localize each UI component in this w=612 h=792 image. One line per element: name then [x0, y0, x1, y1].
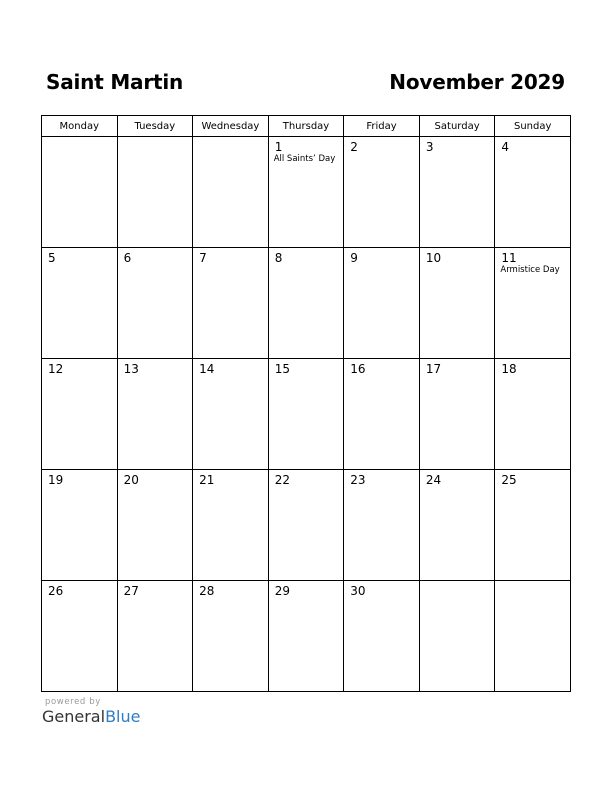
- day-cell: [344, 137, 420, 248]
- day-number: 15: [274, 362, 290, 376]
- day-cell: [117, 359, 193, 470]
- day-number: 26: [48, 584, 64, 598]
- day-number: 16: [350, 362, 366, 376]
- day-cell: [344, 581, 420, 692]
- day-cell: [117, 248, 193, 359]
- day-cell: [193, 581, 269, 692]
- day-cell: [344, 359, 420, 470]
- day-cell: [419, 248, 495, 359]
- day-number: 28: [199, 584, 215, 598]
- day-number: 19: [48, 473, 64, 487]
- day-number: 18: [501, 362, 517, 376]
- day-cell: [419, 581, 495, 692]
- week-row: [42, 359, 571, 470]
- day-cell: [42, 470, 118, 581]
- day-number: 29: [274, 584, 290, 598]
- weekday-header-tuesday: Tuesday: [117, 116, 193, 137]
- day-cell: [419, 137, 495, 248]
- powered-by-label: powered by: [45, 697, 101, 707]
- day-number: 13: [123, 362, 139, 376]
- weekday-header-sunday: Sunday: [495, 116, 571, 137]
- day-number: 23: [350, 473, 366, 487]
- week-row: [42, 137, 571, 248]
- day-cell: [495, 137, 571, 248]
- day-cell: [117, 137, 193, 248]
- day-cell: [268, 359, 344, 470]
- day-number: 25: [501, 473, 517, 487]
- week-row: [42, 470, 571, 581]
- weekday-header-row: [42, 116, 571, 137]
- day-cell: [193, 248, 269, 359]
- day-number: 27: [123, 584, 139, 598]
- day-number: 2: [350, 140, 358, 154]
- calendar-region-title: Saint Martin: [46, 70, 184, 94]
- weekday-header-monday: Monday: [42, 116, 118, 137]
- weekday-header-thursday: Thursday: [268, 116, 344, 137]
- day-number: 1: [274, 140, 283, 154]
- weekday-header-wednesday: Wednesday: [193, 116, 269, 137]
- day-cell: [268, 470, 344, 581]
- day-number: [420, 581, 495, 584]
- logo-text-blue: Blue: [105, 707, 141, 726]
- week-row: [42, 248, 571, 359]
- day-number: 6: [123, 251, 132, 265]
- day-cell: [495, 359, 571, 470]
- day-cell: [42, 359, 118, 470]
- day-number: 5: [48, 251, 56, 265]
- calendar-month-title: November 2029: [389, 70, 565, 94]
- calendar-grid: [41, 115, 571, 692]
- day-number: 21: [199, 473, 215, 487]
- day-cell: [419, 470, 495, 581]
- day-number: 17: [425, 362, 442, 376]
- day-cell: [344, 248, 420, 359]
- day-number: 20: [123, 473, 139, 487]
- day-number: 3: [425, 140, 434, 154]
- weekday-header-saturday: Saturday: [419, 116, 495, 137]
- day-cell: [495, 581, 571, 692]
- day-number: 8: [274, 251, 283, 265]
- day-number: 14: [199, 362, 215, 376]
- day-number: 30: [350, 584, 366, 598]
- day-number: 12: [48, 362, 64, 376]
- day-number: 22: [274, 473, 290, 487]
- day-number: 10: [425, 251, 442, 265]
- day-number: 11: [501, 251, 517, 265]
- holiday-label: Armistice Day: [500, 265, 560, 275]
- day-cell: [193, 137, 269, 248]
- day-cell: [268, 581, 344, 692]
- week-row: [42, 581, 571, 692]
- day-number: 4: [501, 140, 510, 154]
- day-number: [42, 137, 117, 140]
- day-cell: [42, 248, 118, 359]
- generalblue-footer: [42, 697, 140, 726]
- day-cell: [495, 248, 571, 359]
- day-cell: [117, 470, 193, 581]
- logo-text-general: General: [42, 707, 106, 726]
- day-cell: [42, 137, 118, 248]
- day-cell: [42, 581, 118, 692]
- day-cell: [419, 359, 495, 470]
- day-cell: [344, 470, 420, 581]
- generalblue-logo[interactable]: [42, 708, 140, 726]
- day-cell: [193, 470, 269, 581]
- day-number: [193, 137, 268, 140]
- day-cell: [495, 470, 571, 581]
- weekday-header-friday: Friday: [344, 116, 420, 137]
- day-number: 24: [425, 473, 442, 487]
- holiday-label: All Saints’ Day: [273, 154, 336, 164]
- day-cell: [268, 248, 344, 359]
- day-cell: [268, 137, 344, 248]
- day-cell: [193, 359, 269, 470]
- day-number: 7: [199, 251, 207, 265]
- day-number: [495, 581, 570, 584]
- day-number: 9: [350, 251, 358, 265]
- day-cell: [117, 581, 193, 692]
- day-number: [118, 137, 193, 140]
